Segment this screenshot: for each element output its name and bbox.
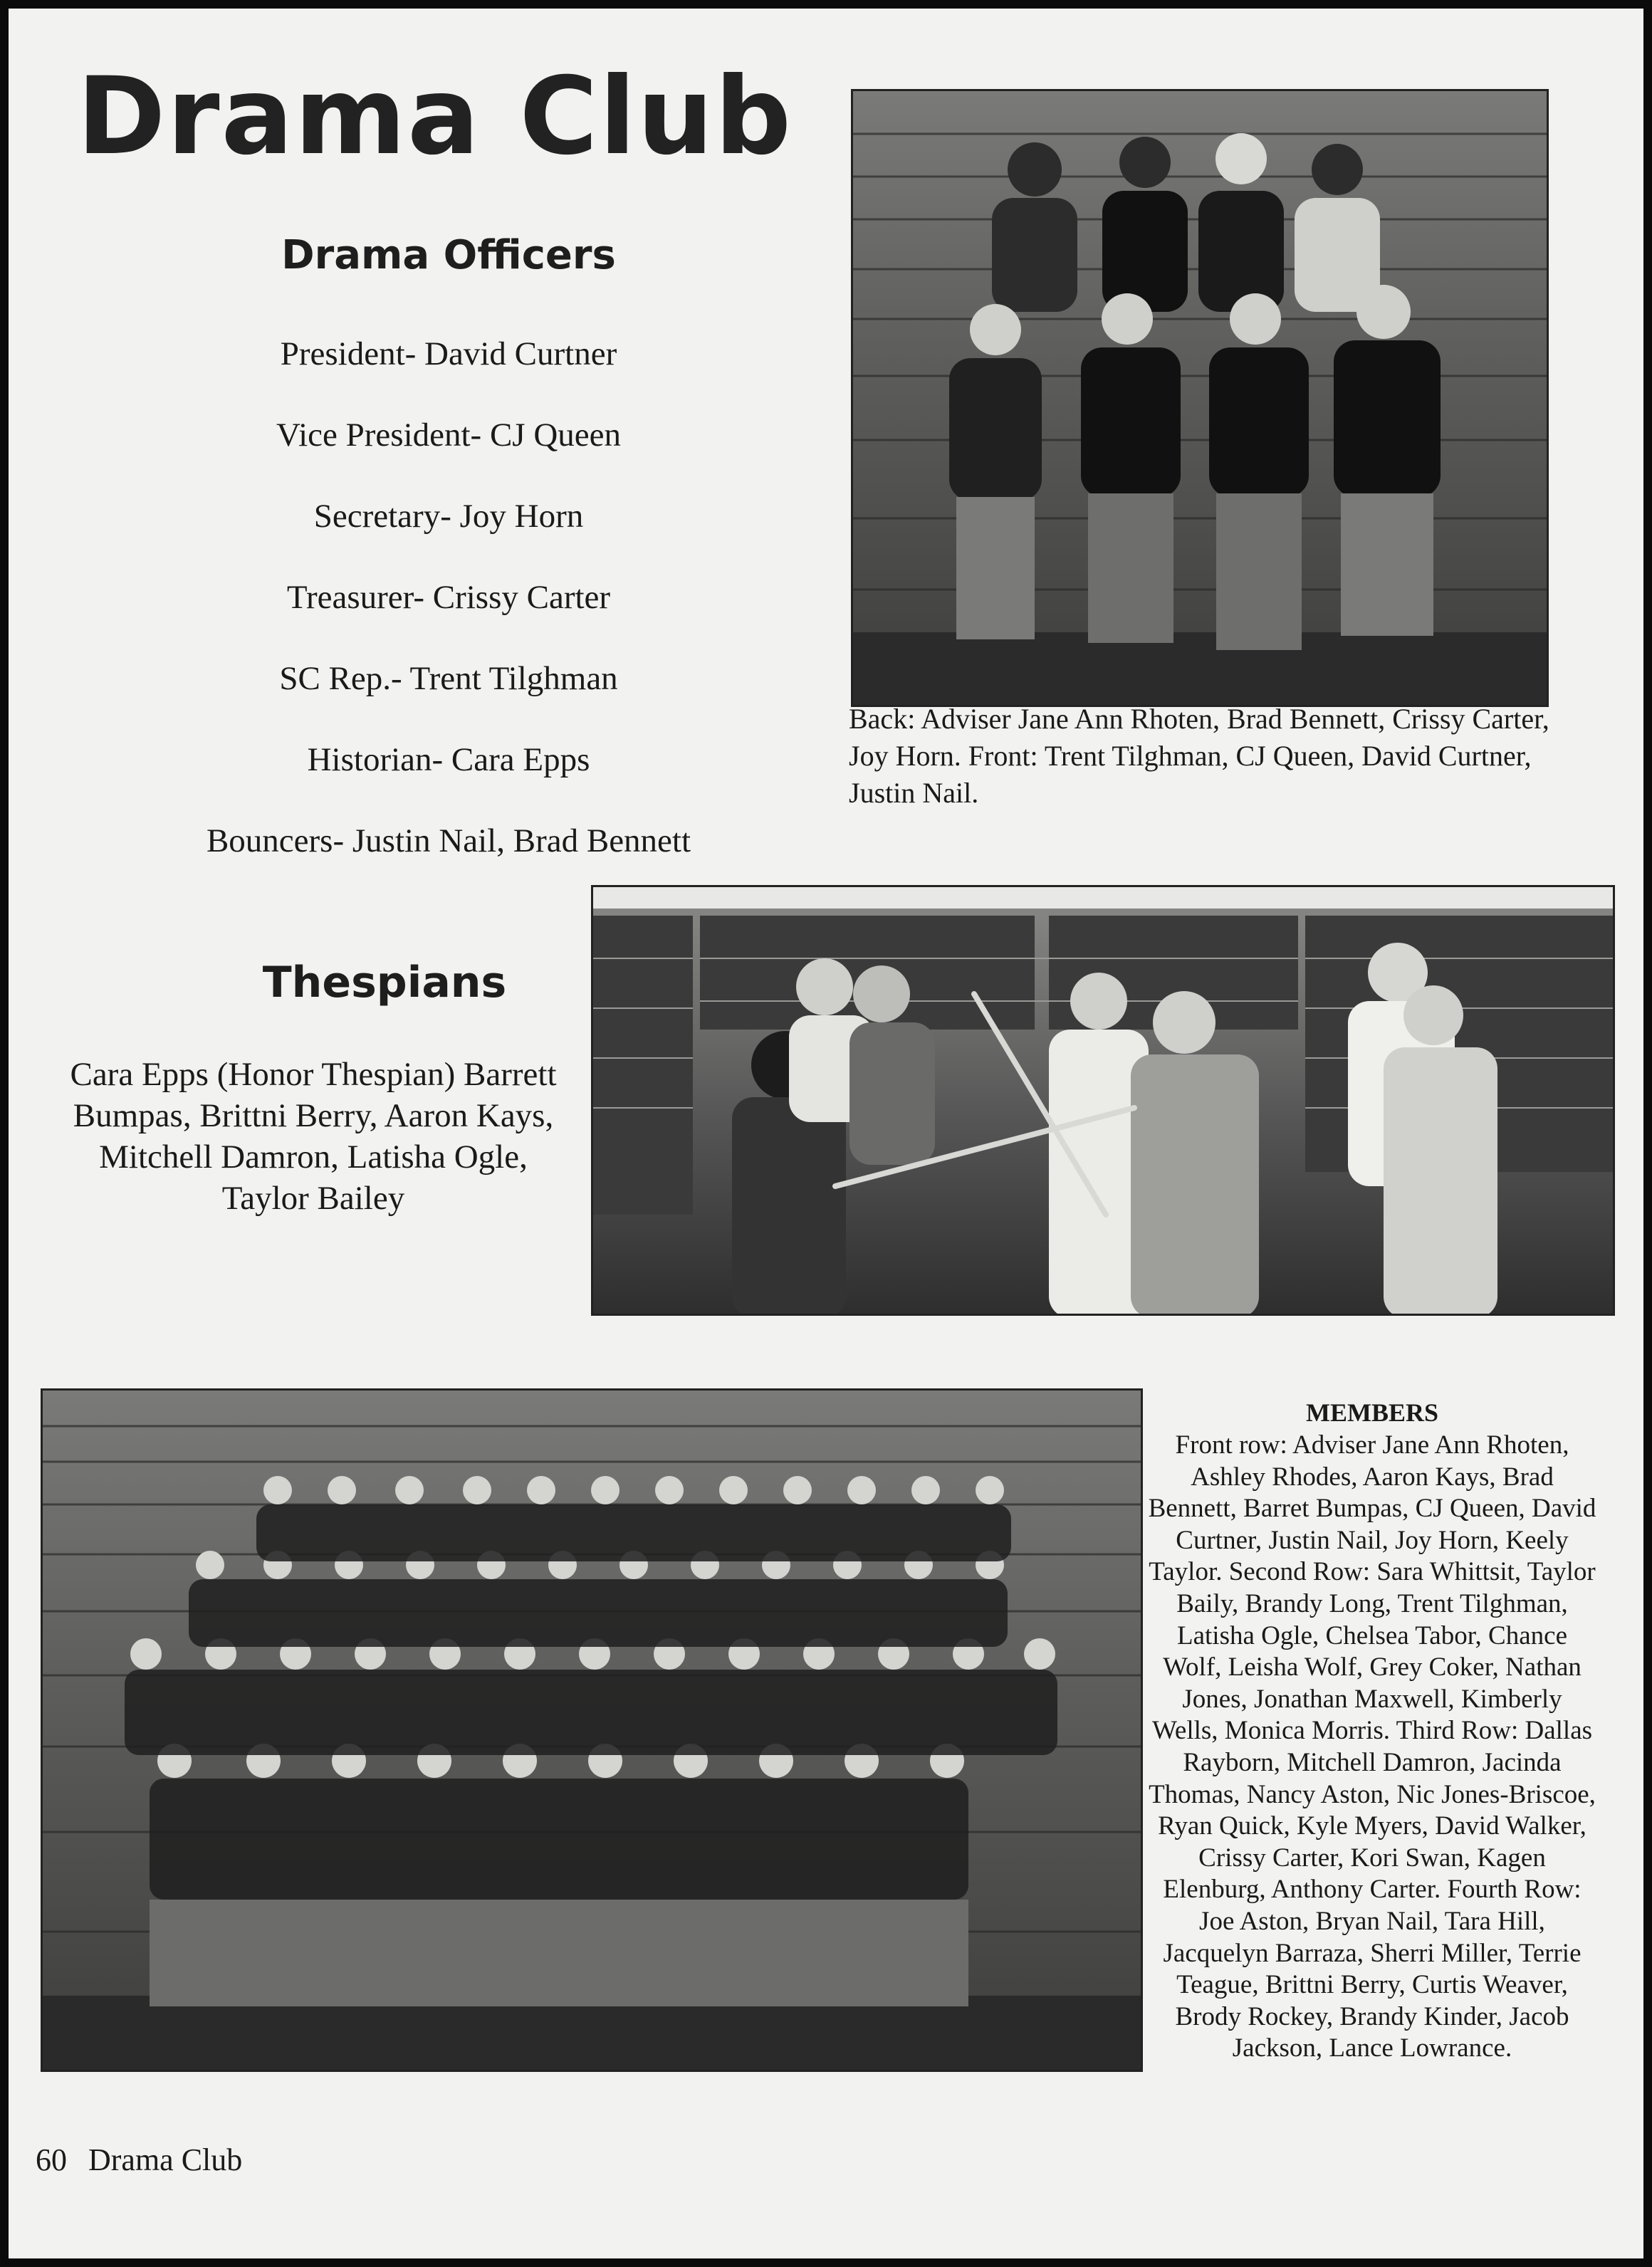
- thespians-list: Cara Epps (Honor Thespian) Barrett Bumpas, Brittni Berry, Aaron Kays, Mitchell Damron, Latisha Ogle, Taylor Bailey: [70, 1056, 557, 1217]
- officers-photo: [851, 89, 1549, 707]
- officers-photo-caption: Back: Adviser Jane Ann Rhoten, Brad Bennett, Crissy Carter, Joy Horn. Front: Trent Tilghman, CJ Queen, David Curtner, Justin Nail.: [849, 703, 1549, 809]
- officer-historian: Historian- Cara Epps: [307, 741, 590, 778]
- officer-secretary: Secretary- Joy Horn: [313, 498, 584, 535]
- officers-heading: Drama Officers: [281, 232, 616, 278]
- members-list-block: [1148, 1396, 1596, 2065]
- officers-list: [142, 313, 755, 881]
- running-title: Drama Club: [88, 2142, 243, 2177]
- officer-sc-rep: SC Rep.- Trent Tilghman: [279, 660, 618, 697]
- officer-treasurer: Treasurer- Crissy Carter: [286, 579, 611, 616]
- officer-vice-president: Vice President- CJ Queen: [276, 417, 622, 454]
- officers-photo-illustration: [853, 91, 1549, 707]
- members-heading: MEMBERS: [1305, 1398, 1438, 1427]
- page-footer: [36, 2142, 242, 2178]
- thespians-photo-illustration: [593, 887, 1615, 1316]
- officer-bouncers: Bouncers- Justin Nail, Brad Bennett: [206, 822, 691, 859]
- members-photo-illustration: [43, 1391, 1143, 2072]
- thespians-photo: [591, 885, 1615, 1316]
- members-list: Front row: Adviser Jane Ann Rhoten, Ashley Rhodes, Aaron Kays, Brad Bennett, Barret Bumpas, CJ Queen, David Curtner, Justin Nail, Joy Horn, Keely Taylor. Second Row: Sara Whittsit, Taylor Baily, Brandy Long, Trent Tilghman, Latisha Ogle, Chelsea Tabor, Chance Wolf, Leisha Wolf, Grey Coker, Nathan Jones, Jonathan Maxwell, Kimberly Wells, Monica Morris. Third Row: Dallas Rayborn, Mitchell Damron, Jacinda Thomas, Nancy Aston, Nic Jones-Briscoe, Ryan Quick, Kyle Myers, David Walker, Crissy Carter, Kori Swan, Kagen Elenburg, Anthony Carter. Fourth Row: Joe Aston, Bryan Nail, Tara Hill, Jacquelyn Barraza, Sherri Miller, Terrie Teague, Brittni Berry, Curtis Weaver, Brody Rockey, Brandy Kinder, Jacob Jackson, Lance Lowrance.: [1148, 1430, 1596, 2063]
- page-title: Drama Club: [77, 55, 793, 179]
- page-number: 60: [36, 2142, 67, 2177]
- thespians-heading: Thespians: [262, 958, 507, 1007]
- officer-president: President- David Curtner: [280, 335, 617, 372]
- members-photo: [41, 1388, 1143, 2072]
